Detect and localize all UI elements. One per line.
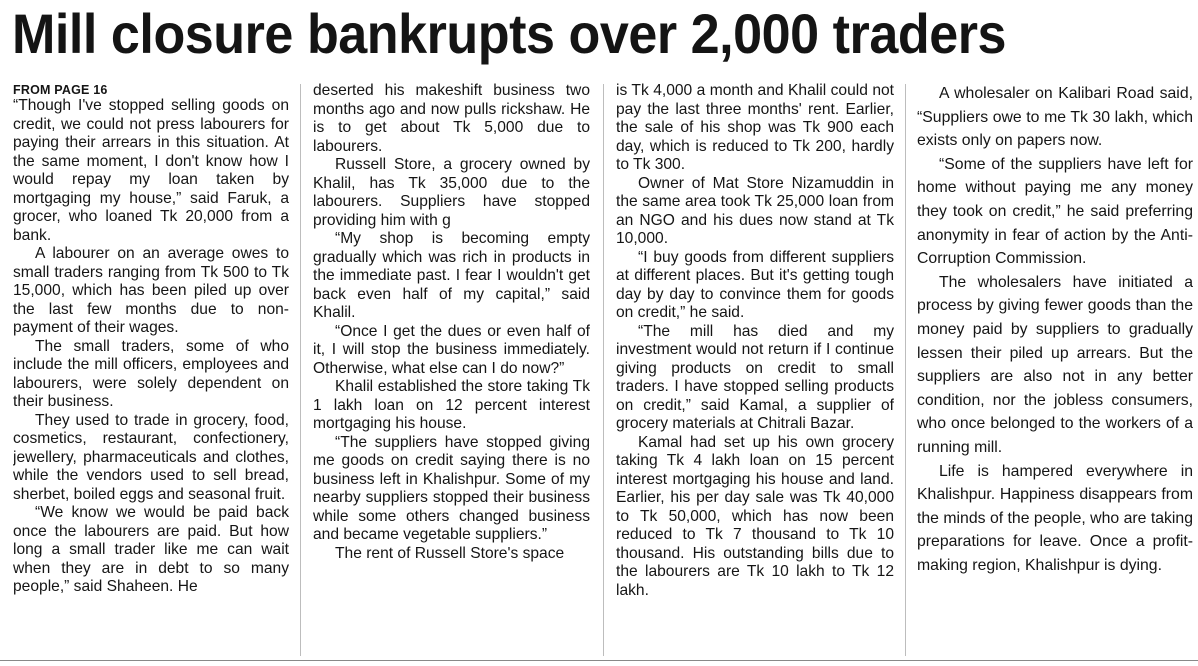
paragraph: “The mill has died and my investment would not return if I continue giving products on credit to small traders. I have stopped selling products on credit,” said Kamal, a supplier of grocery materials at Chitrali Bazar. (616, 322, 894, 432)
paragraph: The wholesalers have initiated a process by giving fewer goods than the money paid by suppliers to gradually lessen their piled up arrears. But the suppliers are also not in any better condition, nor the jobless consumers, who once belonged to the workers of a running mill. (917, 273, 1193, 456)
column-2 (313, 82, 590, 662)
paragraph: deserted his makeshift business two months ago and now pulls rickshaw. He is to get about Tk 5,000 due to labourers. (313, 82, 590, 155)
paragraph: Russell Store, a grocery owned by Khalil, has Tk 35,000 due to the labourers. Suppliers have stopped providing him with g (313, 156, 590, 229)
paragraph: The small traders, some of who include the mill officers, employees and labourers, were solely dependent on their business. (13, 337, 289, 410)
paragraph: The rent of Russell Store's space (335, 544, 565, 562)
paragraph: “We know we would be paid back once the labourers are paid. But how long a small trader like me can wait when they are in debt to so many people,” said Shaheen. He (13, 504, 289, 595)
paragraph: Owner of Mat Store Nizamuddin in the same area took Tk 25,000 loan from an NGO and his dues now stand at Tk 10,000. (616, 174, 894, 247)
column-1 (13, 82, 289, 662)
paragraph: They used to trade in grocery, food, cosmetics, restaurant, confectionery, jewellery, pharmaceuticals and clothes, while the vendors used to sell bread, sherbet, boiled eggs and seasonal fruit. (13, 411, 289, 503)
paragraph: is Tk 4,000 a month and Khalil could not pay the last three months' rent. Earlier, the sale of his shop was Tk 900 each day, which is reduced to Tk 200, hardly to Tk 300. (616, 82, 894, 173)
column-4 (917, 82, 1193, 662)
paragraph: “The suppliers have stopped giving me goods on credit saying there is no business left in Khalishpur. Some of my nearby suppliers stopped their business while some others changed business and became vegetable suppliers.” (313, 433, 590, 543)
paragraph: Kamal had set up his own grocery taking Tk 4 lakh loan on 15 percent interest mortgaging his house and land. Earlier, his per day sale was Tk 40,000 to Tk 50,000, which has now been reduced to Tk 7 thousand to Tk 10 thousand. His outstanding bills due to the labourers are Tk 10 lakh to Tk 12 lakh. (616, 433, 894, 599)
paragraph: “Though I've stopped selling goods on credit, we could not press labourers for paying their arrears in this situation. At the same moment, I don't know how I would repay my loan taken by mortgaging my house,” said Faruk, a grocer, who loaned Tk 20,000 from a bank. (13, 97, 289, 244)
paragraph: “Some of the suppliers have left for home without paying me any money they took on credit,” he said preferring anonymity in fear of action by the Anti-Corruption Commission. (917, 155, 1193, 268)
column-rule (905, 84, 906, 656)
kicker: FROM PAGE 16 (13, 83, 108, 97)
paragraph: “Once I get the dues or even half of it, I will stop the business immediately. Otherwise, what else can I do now?” (313, 322, 590, 377)
paragraph: Khalil established the store taking Tk 1 lakh loan on 12 percent interest mortgaging his house. (313, 378, 590, 432)
headline: Mill closure bankrupts over 2,000 traders (12, 2, 1007, 65)
paragraph: A labourer on an average owes to small traders ranging from Tk 500 to Tk 15,000, which has been piled up over the last few months due to non-payment of their wages. (13, 245, 289, 336)
paragraph: “I buy goods from different suppliers at different places. But it's getting tough day by day to convince them for goods on credit,” he said. (616, 248, 894, 321)
column-rule (603, 84, 604, 656)
paragraph: A wholesaler on Kalibari Road said, “Suppliers owe to me Tk 30 lakh, which exists only on papers now. (917, 85, 1193, 150)
column-rule (300, 84, 301, 656)
paragraph: “My shop is becoming empty gradually which was rich in products in the immediate past. I fear I wouldn't get back even half of my capital,” said Khalil. (313, 230, 590, 321)
paragraph: Life is hampered everywhere in Khalishpur. Happiness disappears from the minds of the people, who are taking preparations for leave. Once a profit-making region, Khalishpur is dying. (917, 462, 1193, 574)
column-3 (616, 82, 894, 662)
bottom-rule (0, 660, 1198, 661)
